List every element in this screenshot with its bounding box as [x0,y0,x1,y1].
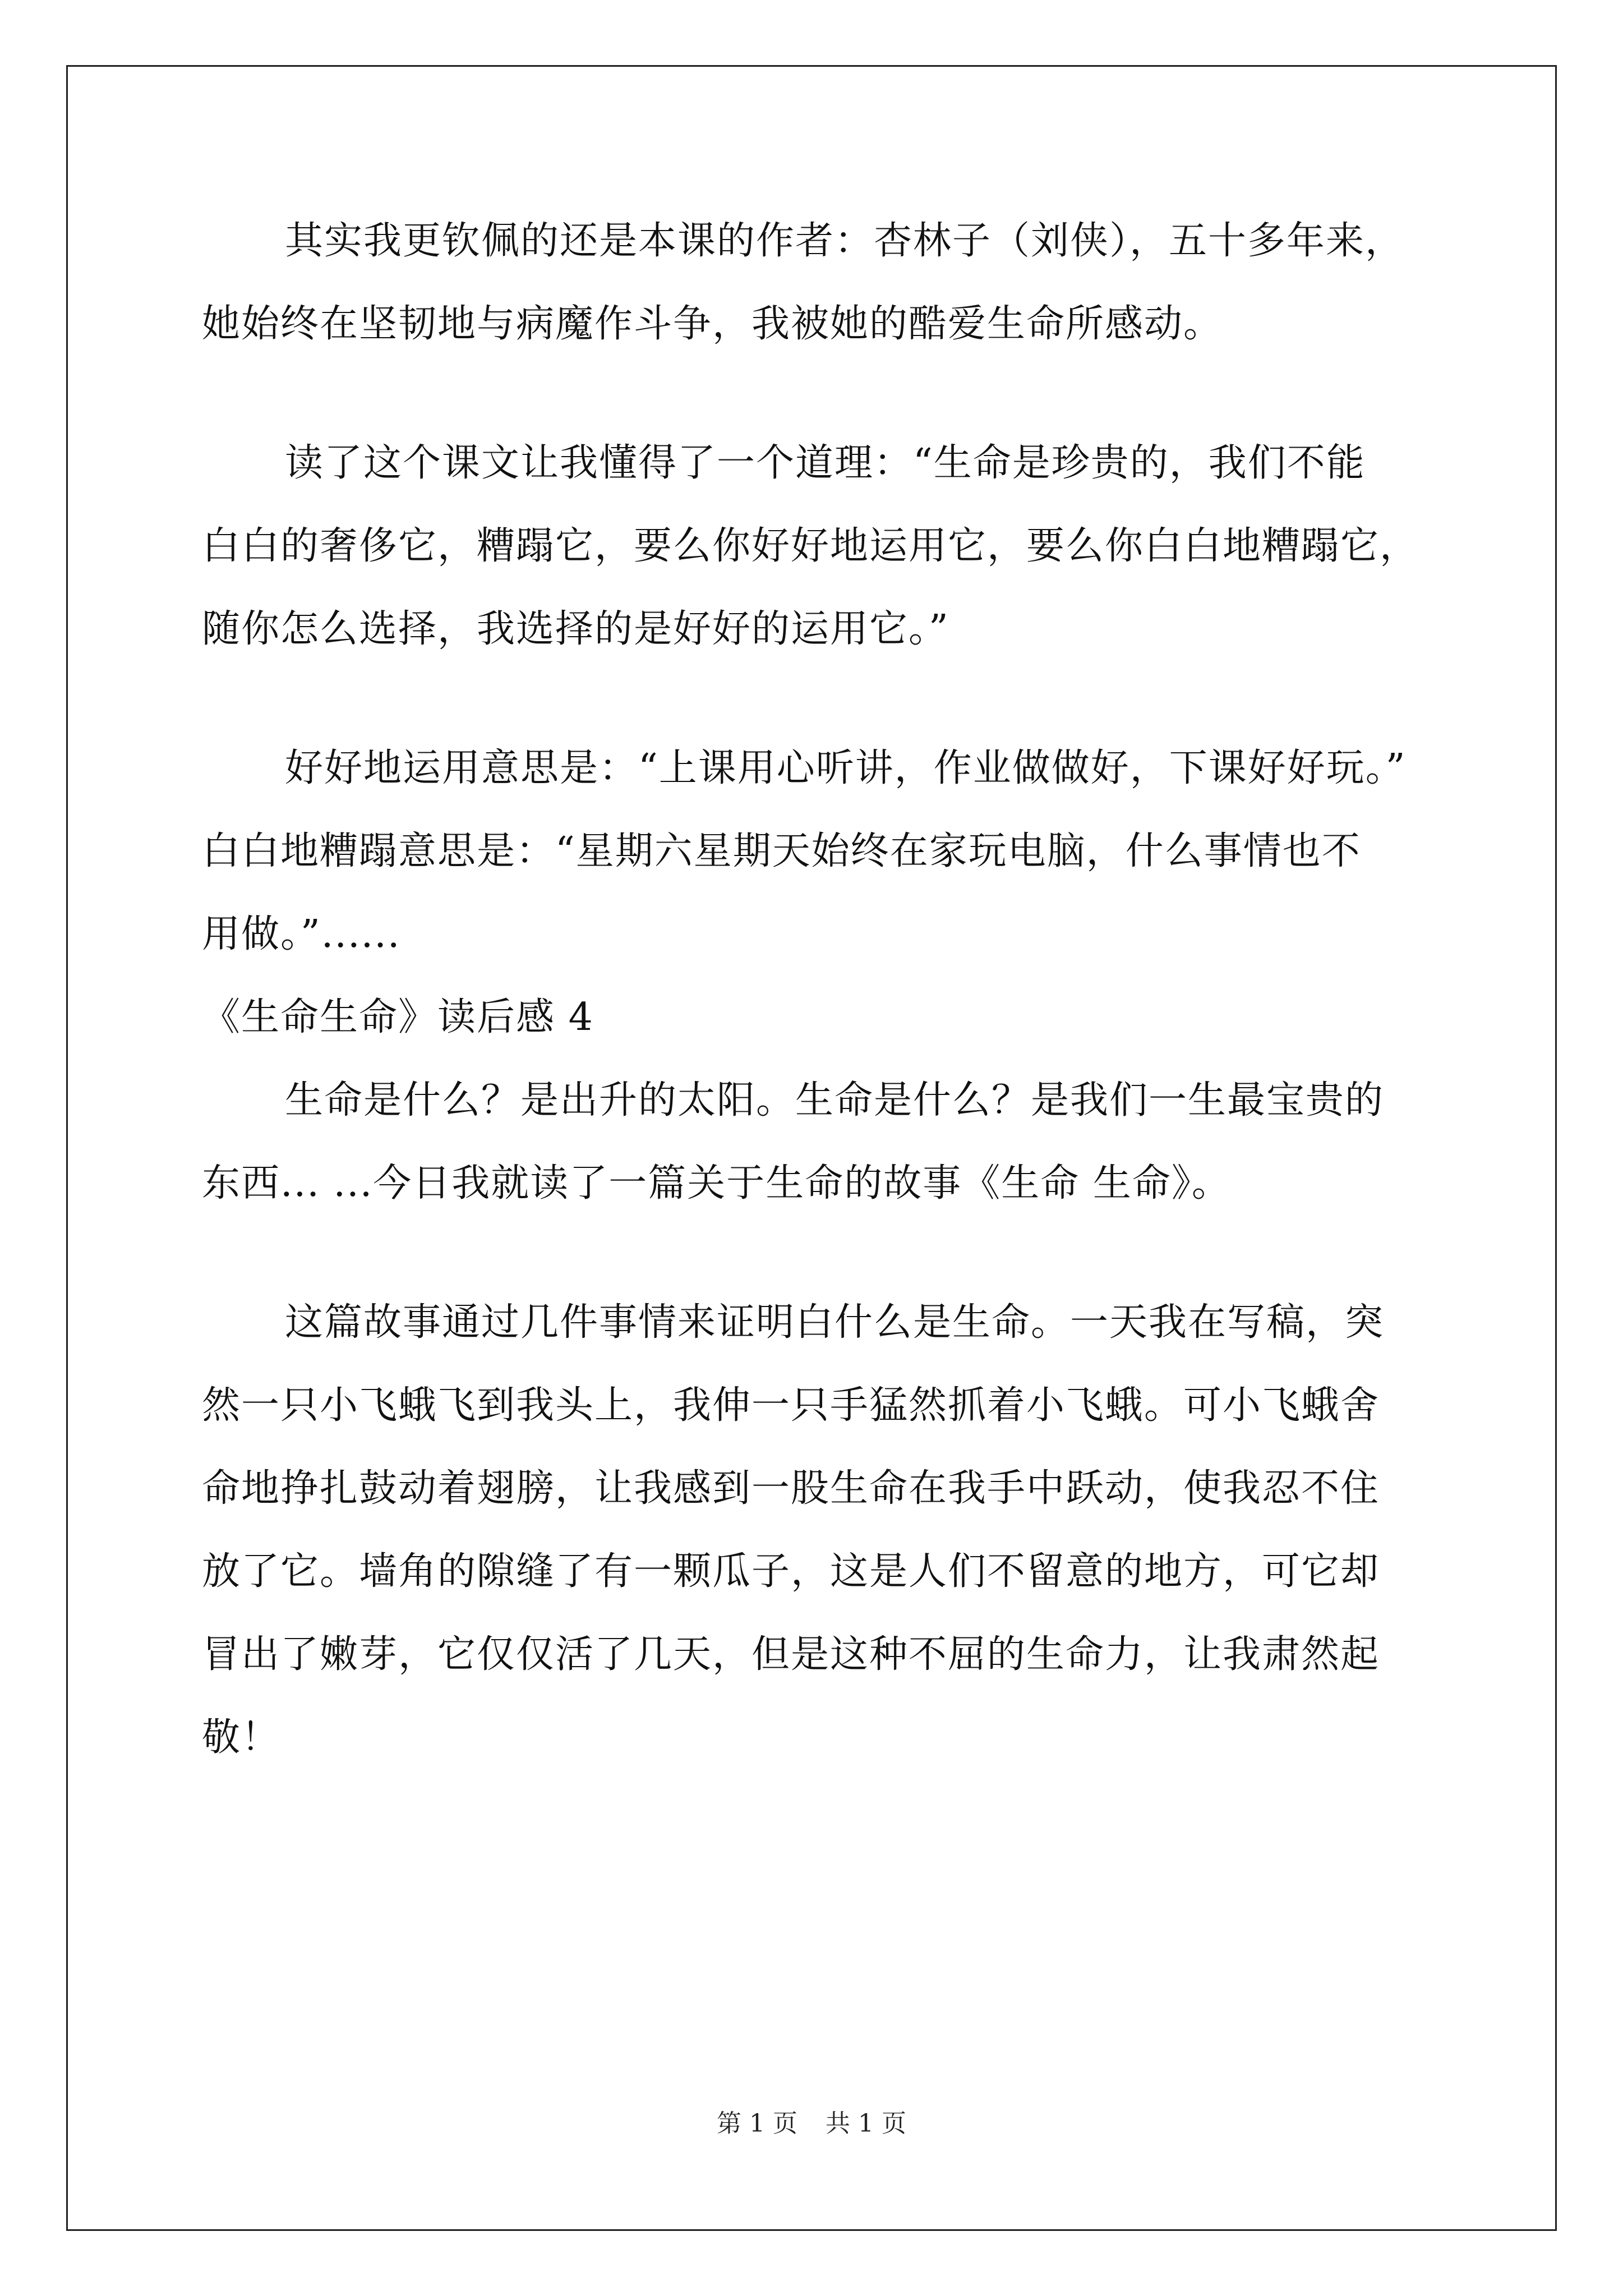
paragraph-line: 白白的奢侈它，糟蹋它，要么你好好地运用它，要么你白白地糟蹋它， [202,524,1419,568]
page-footer [0,2108,1623,2139]
paragraph-line: 白白地糟蹋意思是：“星期六星期天始终在家玩电脑，什么事情也不 [202,829,1361,873]
paragraph-line: 生命是什么？是出升的太阳。生命是什么？是我们一生最宝贵的 [285,1078,1385,1122]
paragraph-line: 她始终在坚韧地与病魔作斗争，我被她的酷爱生命所感动。 [202,302,1223,346]
page-total: 共 1 页 [826,2109,906,2138]
paragraph-line: 然一只小飞蛾飞到我头上，我伸一只手猛然抓着小飞蛾。可小飞蛾舍 [202,1383,1380,1428]
paragraph-line: 这篇故事通过几件事情来证明白什么是生命。一天我在写稿，突 [285,1300,1385,1345]
paragraph-line: 命地挣扎鼓动着翅膀，让我感到一股生命在我手中跃动，使我忍不住 [202,1466,1380,1511]
page-border [66,65,1557,2231]
paragraph-line: 好好地运用意思是：“上课用心听讲，作业做做好，下课好好玩。” [285,746,1407,790]
section-heading: 《生命生命》读后感 4 [202,995,594,1039]
paragraph-line: 放了它。墙角的隙缝了有一颗瓜子，这是人们不留意的地方，可它却 [202,1549,1380,1594]
paragraph-line: 读了这个课文让我懂得了一个道理：“生命是珍贵的，我们不能 [285,441,1366,485]
paragraph-line: 冒出了嫩芽，它仅仅活了几天，但是这种不屈的生命力，让我肃然起 [202,1632,1380,1677]
paragraph-line: 随你怎么选择，我选择的是好好的运用它。” [202,607,949,651]
paragraph-line: 其实我更钦佩的还是本课的作者：杏林子（刘侠），五十多年来， [285,219,1405,263]
paragraph-line: 敬！ [202,1715,281,1760]
paragraph-line: 用做。”...... [202,912,401,956]
page-number: 第 1 页 [717,2109,797,2138]
paragraph-line: 东西... ...今日我就读了一篇关于生命的故事《生命 生命》。 [202,1161,1231,1205]
